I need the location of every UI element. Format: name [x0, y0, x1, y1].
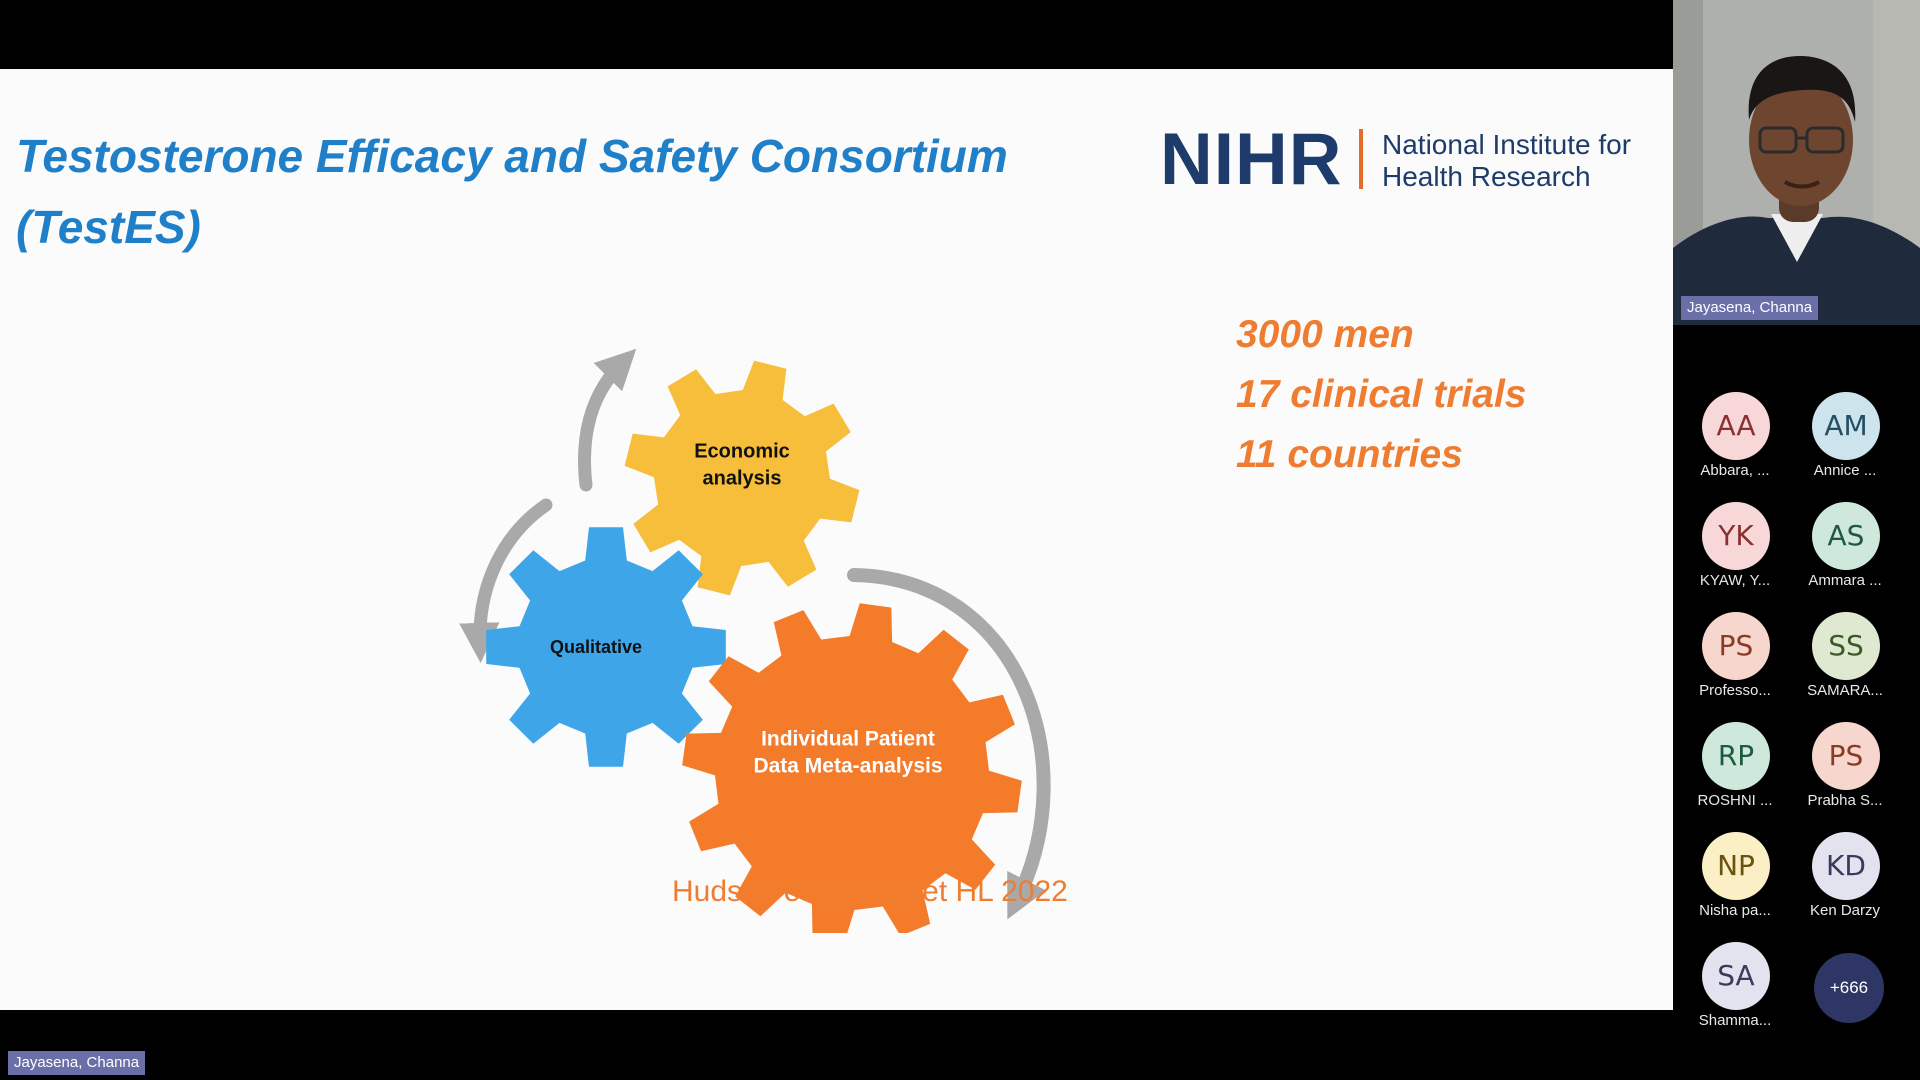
- participant-tile[interactable]: [1680, 942, 1790, 1032]
- participant-name: Prabha S...: [1807, 792, 1883, 809]
- participant-avatar: PS: [1702, 612, 1770, 680]
- gears-diagram: [420, 283, 1100, 933]
- participant-avatar: SA: [1702, 942, 1770, 1010]
- participant-avatar: AS: [1812, 502, 1880, 570]
- gear-ipd-meta-analysis-label: Individual Patient Data Meta-analysis: [753, 727, 943, 778]
- participant-tile[interactable]: [1680, 612, 1790, 702]
- participant-avatar: YK: [1702, 502, 1770, 570]
- nihr-logo-mark: NIHR: [1160, 119, 1343, 200]
- participant-tile[interactable]: [1790, 502, 1900, 592]
- participant-tile[interactable]: [1680, 722, 1790, 812]
- stat-men: 3000 men: [1236, 313, 1414, 356]
- key-statistics: [1236, 305, 1527, 485]
- more-participants-button[interactable]: +666: [1814, 953, 1884, 1023]
- participant-name: ROSHNI ...: [1697, 792, 1773, 809]
- participant-avatar: AA: [1702, 392, 1770, 460]
- speaker-video-feed: [1673, 0, 1920, 325]
- participants-panel: [1673, 325, 1920, 1080]
- cycle-arrow-top: [585, 363, 623, 485]
- presentation-slide: [0, 69, 1673, 1010]
- participant-tile[interactable]: [1680, 832, 1790, 922]
- participant-name: Abbara, ...: [1700, 462, 1770, 479]
- participant-name: KYAW, Y...: [1699, 572, 1771, 589]
- presenter-name-tag: Jayasena, Channa: [8, 1051, 145, 1075]
- participant-avatar: AM: [1812, 392, 1880, 460]
- gear-qualitative-label: Qualitative: [549, 637, 643, 657]
- participant-avatar: RP: [1702, 722, 1770, 790]
- participant-tile[interactable]: [1790, 392, 1900, 482]
- logo-divider: [1359, 129, 1363, 189]
- participant-name: Annice ...: [1813, 462, 1877, 479]
- participant-name: Shamma...: [1698, 1012, 1772, 1029]
- participant-name: Professo...: [1699, 682, 1771, 699]
- stat-countries: 11 countries: [1236, 433, 1463, 476]
- participant-avatar: NP: [1702, 832, 1770, 900]
- nihr-logo-name: National Institute for Health Research: [1382, 129, 1632, 192]
- participant-name: SAMARA...: [1807, 682, 1883, 699]
- gear-economic-analysis-label: Economic analysis: [694, 440, 790, 490]
- participant-avatar: KD: [1812, 832, 1880, 900]
- participant-tile[interactable]: [1680, 392, 1790, 482]
- stat-trials: 17 clinical trials: [1236, 373, 1527, 416]
- slide-title: Testosterone Efficacy and Safety Consortium (TestES): [16, 130, 1008, 253]
- participant-tile[interactable]: [1790, 612, 1900, 702]
- speaker-video-tile[interactable]: [1673, 0, 1920, 325]
- citation: Hudson et al. Lancet HL 2022: [672, 875, 1068, 908]
- participant-name: Ken Darzy: [1809, 902, 1881, 919]
- participant-name: Ammara ...: [1808, 572, 1882, 589]
- participant-tile[interactable]: [1790, 832, 1900, 922]
- participant-name: Nisha pa...: [1699, 902, 1771, 919]
- participant-tile[interactable]: [1790, 722, 1900, 812]
- participant-tile[interactable]: [1680, 502, 1790, 592]
- participant-avatar: PS: [1812, 722, 1880, 790]
- participant-avatar: SS: [1812, 612, 1880, 680]
- speaker-name-tag: Jayasena, Channa: [1681, 296, 1818, 320]
